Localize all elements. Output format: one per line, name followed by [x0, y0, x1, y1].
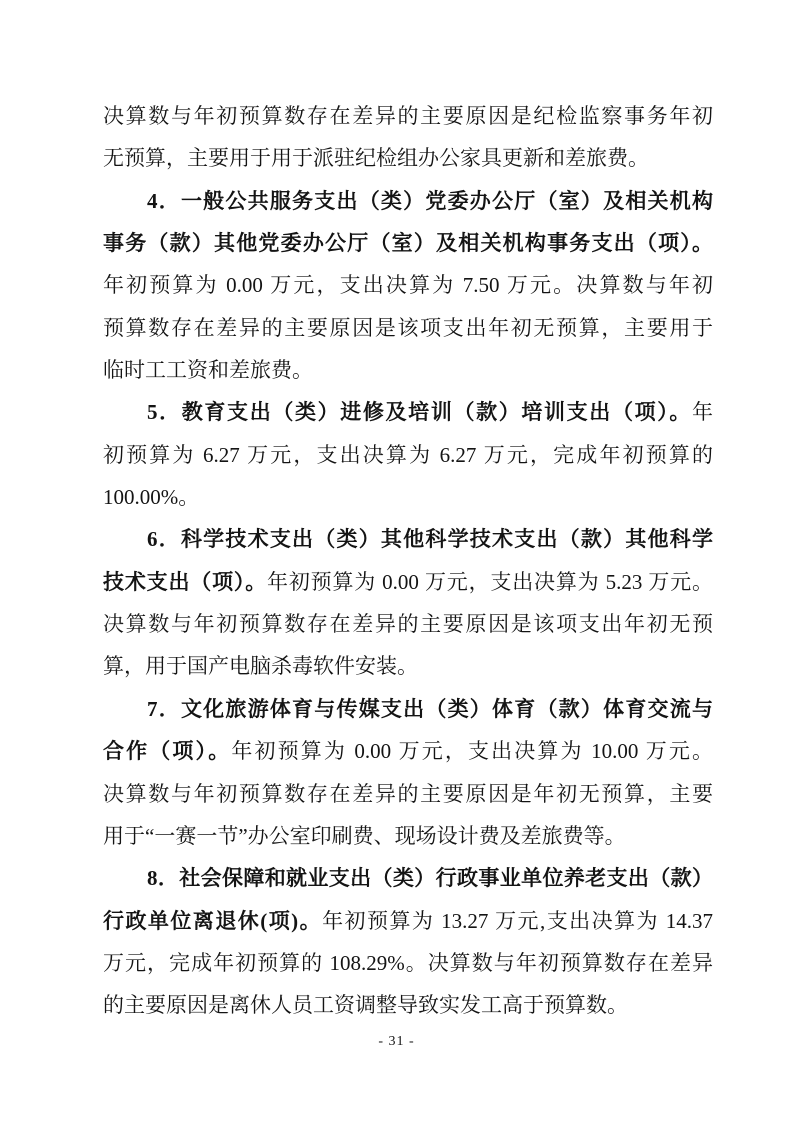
bold-segment: 事务（款）其他党委办公厅（室）及相关机构事务支出（项）。: [103, 231, 713, 256]
bold-segment: 7．文化旅游体育与传媒支出（类）体育（款）体育交流与: [147, 696, 713, 721]
paragraph-continuation: [103, 95, 713, 180]
text-line: [103, 688, 713, 730]
regular-segment: 万元，完成年初预算的 108.29%。决算数与年初预算数存在差异: [103, 950, 713, 975]
regular-segment: 年初预算为 13.27 万元,支出决算为 14.37: [322, 908, 713, 933]
bold-segment: 8．社会保障和就业支出（类）行政事业单位养老支出（款）: [147, 866, 713, 891]
text-line: [103, 180, 713, 222]
regular-segment: 的主要原因是离休人员工资调整导致实发工高于预算数。: [103, 993, 628, 1018]
regular-segment: 用于“一赛一节”办公室印刷费、现场设计费及差旅费等。: [103, 823, 626, 848]
bold-segment: 技术支出（项）。: [103, 569, 268, 594]
text-line: [103, 518, 713, 560]
text-line: [103, 984, 713, 1026]
text-line: [103, 942, 713, 984]
paragraph-item-7: [103, 688, 713, 857]
regular-segment: 年初预算为 0.00 万元，支出决算为 5.23 万元。: [267, 569, 713, 594]
text-line: [103, 349, 713, 391]
regular-segment: 年初预算为 0.00 万元，支出决算为 7.50 万元。决算数与年初: [103, 273, 713, 298]
text-line: [103, 773, 713, 815]
paragraph-item-8: [103, 857, 713, 1026]
regular-segment: 年初预算为 0.00 万元，支出决算为 10.00 万元。: [231, 739, 713, 764]
regular-segment: 100.00%。: [103, 485, 200, 510]
regular-segment: 决算数与年初预算数存在差异的主要原因是该项支出年初无预: [103, 612, 713, 637]
text-line: [103, 561, 713, 603]
regular-segment: 预算数存在差异的主要原因是该项支出年初无预算，主要用于: [103, 315, 713, 340]
page-footer: [0, 1033, 793, 1051]
bold-segment: 6．科学技术支出（类）其他科学技术支出（款）其他科学: [147, 527, 713, 552]
regular-segment: 临时工工资和差旅费。: [103, 358, 313, 383]
text-line: [103, 645, 713, 687]
text-line: [103, 815, 713, 857]
text-line: [103, 137, 713, 179]
paragraph-item-5: [103, 391, 713, 518]
bold-segment: 4．一般公共服务支出（类）党委办公厅（室）及相关机构: [147, 188, 713, 213]
regular-segment: 无预算，主要用于用于派驻纪检组办公家具更新和差旅费。: [103, 146, 649, 171]
text-line: [103, 900, 713, 942]
text-line: [103, 222, 713, 264]
page-number: - 31 -: [378, 1034, 415, 1049]
regular-segment: 算，用于国产电脑杀毒软件安装。: [103, 654, 418, 679]
bold-segment: 5．教育支出（类）进修及培训（款）培训支出（项）。: [147, 400, 692, 425]
text-line: [103, 857, 713, 899]
regular-segment: 初预算为 6.27 万元，支出决算为 6.27 万元，完成年初预算的: [103, 442, 713, 467]
bold-segment: 合作（项）。: [103, 739, 232, 764]
regular-segment: 决算数与年初预算数存在差异的主要原因是纪检监察事务年初: [103, 104, 713, 128]
text-line: [103, 391, 713, 433]
text-line: [103, 603, 713, 645]
regular-segment: 决算数与年初预算数存在差异的主要原因是年初无预算，主要: [103, 781, 713, 806]
document-body: [103, 95, 713, 1027]
text-line: [103, 307, 713, 349]
bold-segment: 行政单位离退休(项)。: [103, 908, 323, 933]
text-line: [103, 730, 713, 772]
text-line: [103, 95, 713, 137]
regular-segment: 年: [692, 400, 713, 425]
paragraph-item-4: [103, 180, 713, 392]
text-line: [103, 476, 713, 518]
text-line: [103, 434, 713, 476]
text-line: [103, 264, 713, 306]
paragraph-item-6: [103, 518, 713, 687]
